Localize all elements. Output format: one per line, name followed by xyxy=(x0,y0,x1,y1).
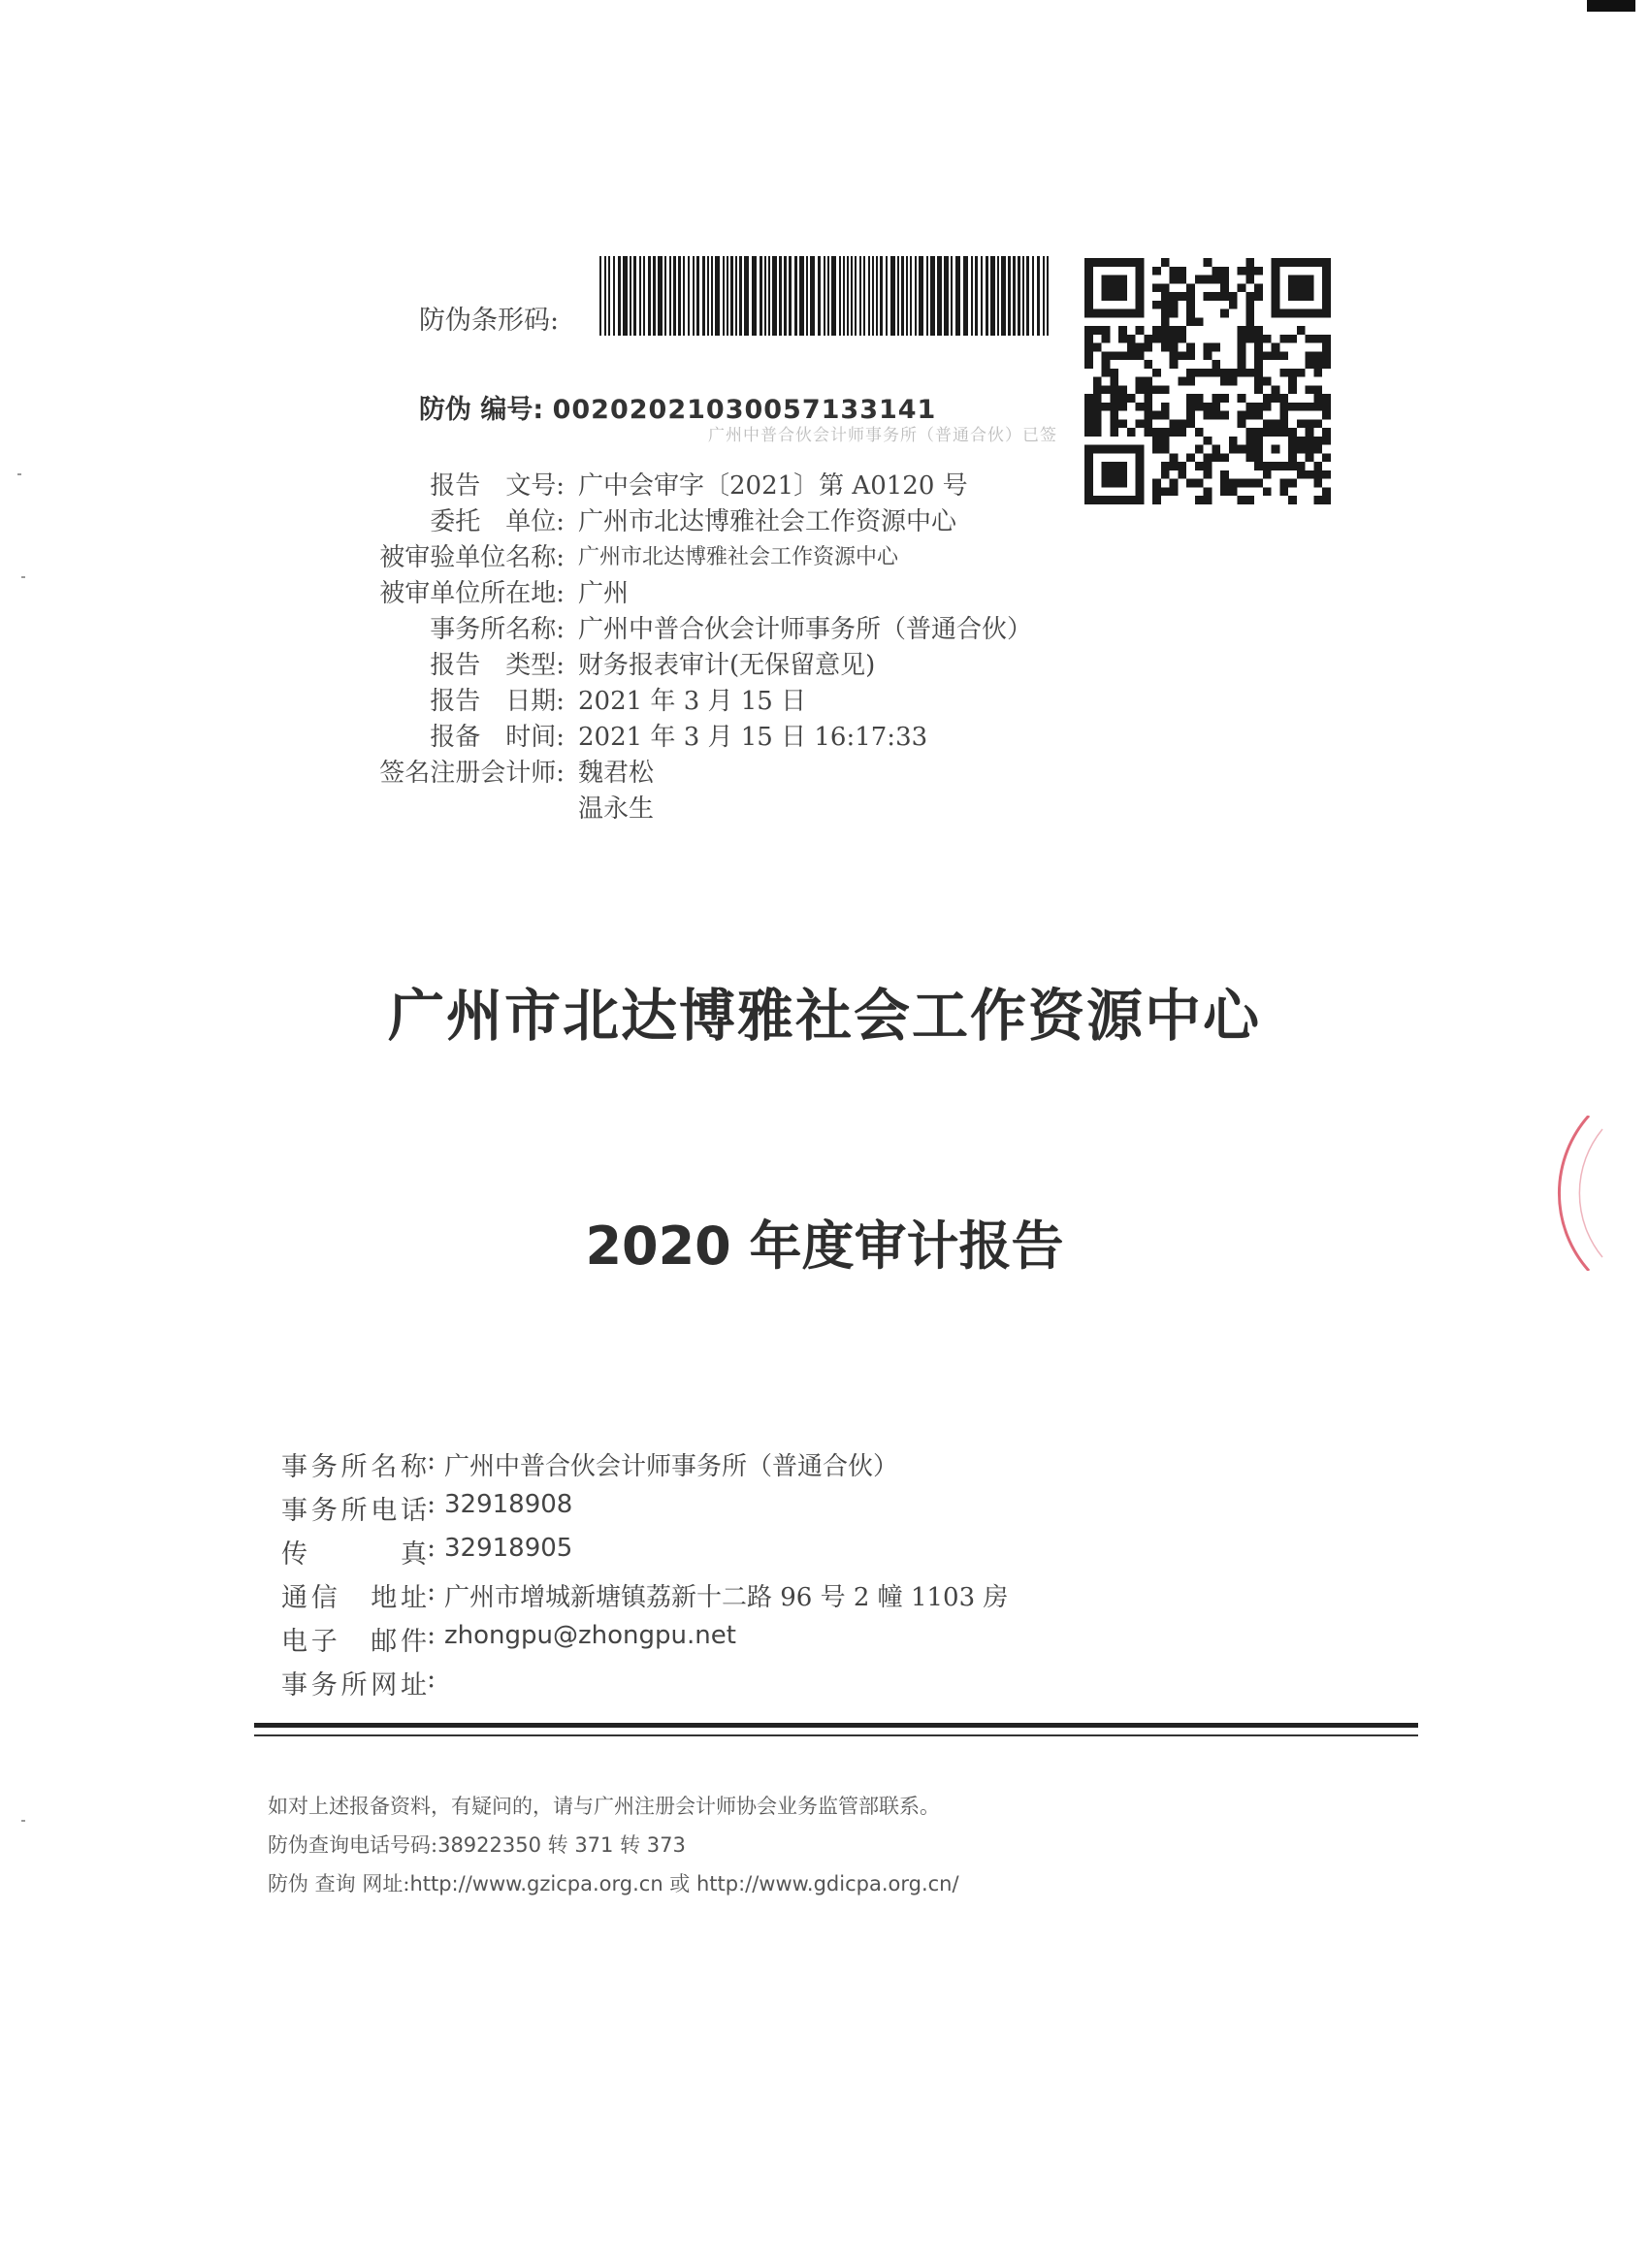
firm-value: 广州市增城新塘镇荔新十二路 96 号 2 幢 1103 房 xyxy=(444,1583,1009,1612)
firm-value: zhongpu@zhongpu.net xyxy=(444,1621,736,1650)
info-label: 报告 类型: xyxy=(430,651,565,680)
divider-thick xyxy=(254,1723,1418,1728)
footer-url-line xyxy=(268,1868,959,1907)
anti-counterfeit-barcode xyxy=(598,256,1053,336)
info-label: 被审单位所在地: xyxy=(379,579,565,608)
info-value: 2021 年 3 月 15 日 16:17:33 xyxy=(578,723,928,752)
firm-label: 传 真 xyxy=(281,1539,427,1570)
info-label: 签名注册会计师: xyxy=(379,759,565,788)
info-label: 事务所名称: xyxy=(430,615,565,644)
info-value: 财务报表审计(无保留意见) xyxy=(578,651,876,680)
serial-value: 00202021030057133141 xyxy=(552,395,937,425)
info-label: 报备 时间: xyxy=(430,723,565,752)
divider-thin xyxy=(254,1734,1418,1736)
info-value: 广中会审字〔2021〕第 A0120 号 xyxy=(578,471,968,501)
firm-label: 电子 邮件 xyxy=(281,1627,427,1657)
footer-contact-note: 如对上述报备资料，有疑问的，请与广州注册会计师协会业务监管部联系。 xyxy=(268,1795,940,1818)
barcode-label: 防伪条形码: xyxy=(419,306,560,336)
info-value: 广州市北达博雅社会工作资源中心 xyxy=(578,507,957,536)
info-value: 魏君松 xyxy=(578,759,655,788)
info-value: 广州市北达博雅社会工作资源中心 xyxy=(578,545,899,569)
firm-label: 通信 地址 xyxy=(281,1583,427,1613)
scan-speck xyxy=(17,473,21,475)
scan-speck xyxy=(21,576,25,578)
entity-title: 广州市北达博雅社会工作资源中心 xyxy=(387,983,1261,1049)
info-label: 被审验单位名称: xyxy=(379,543,565,572)
scan-corner-mark xyxy=(1587,0,1635,12)
info-value: 广州 xyxy=(578,579,630,608)
red-seal-edge xyxy=(1552,1116,1649,1271)
firm-value: 32918905 xyxy=(444,1534,573,1563)
footer-phone-value: 38922350 转 371 转 373 xyxy=(437,1833,686,1857)
firm-label: 事务所电话 xyxy=(281,1496,427,1526)
info-label: 委托 单位: xyxy=(430,507,565,536)
serial-label: 防伪 编号: xyxy=(419,395,544,425)
footer-phone-label: 防伪查询电话号码: xyxy=(268,1833,438,1857)
firm-label: 事务所网址 xyxy=(281,1670,427,1701)
info-value: 温永生 xyxy=(578,794,655,824)
info-value: 2021 年 3 月 15 日 xyxy=(578,687,807,716)
firm-value: 32918908 xyxy=(444,1490,573,1519)
faint-stamp-text: 广州中普合伙会计师事务所（普通合伙）已签 xyxy=(708,426,1057,445)
info-label: 报告 日期: xyxy=(430,687,565,716)
qr-code xyxy=(1084,258,1331,504)
footer-phone-line xyxy=(268,1830,959,1868)
footer-url-label: 防伪 查询 网址: xyxy=(268,1872,410,1895)
firm-label: 事务所名称 xyxy=(281,1452,427,1482)
report-title: 2020 年度审计报告 xyxy=(585,1215,1064,1277)
scan-speck xyxy=(21,1820,25,1822)
info-value: 广州中普合伙会计师事务所（普通合伙） xyxy=(578,615,1033,644)
info-label: 报告 文号: xyxy=(430,471,565,501)
verification-footer xyxy=(268,1791,959,1907)
footer-url-value: http://www.gzicpa.org.cn 或 http://www.gdicpa.org.cn/ xyxy=(409,1872,959,1895)
firm-value: 广州中普合伙会计师事务所（普通合伙） xyxy=(444,1452,899,1481)
